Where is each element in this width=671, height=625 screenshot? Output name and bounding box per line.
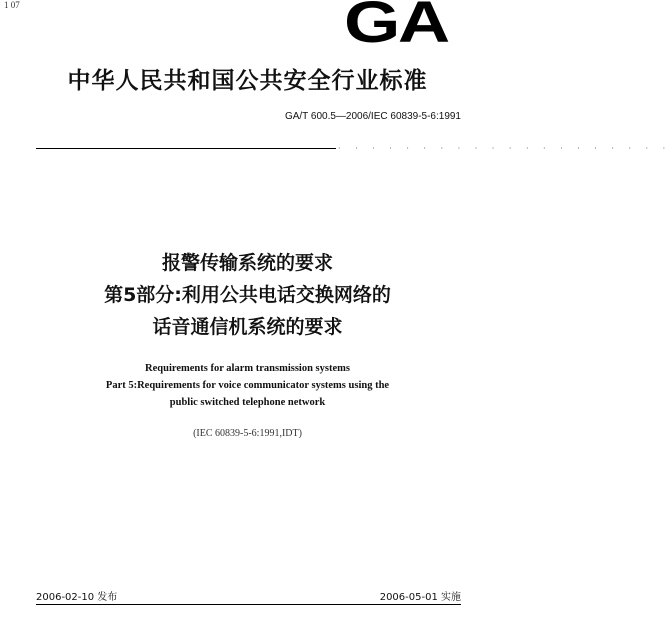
chinese-title-line-1: 报警传输系统的要求 — [161, 252, 333, 274]
english-title-line-3: public switched telephone network — [169, 397, 326, 408]
footer-divider — [36, 604, 461, 605]
implementation-date: 2006-05-01 实施 — [379, 592, 461, 603]
chinese-title-line-3: 话音通信机系统的要求 — [152, 316, 343, 338]
corner-code: 1 07 — [4, 0, 20, 10]
header-divider — [36, 148, 336, 149]
english-title-line-2: Part 5:Requirements for voice communicator systems using the — [105, 380, 390, 391]
chinese-title — [0, 247, 495, 343]
ga-logo: GA — [344, 0, 448, 55]
organization-title: 中华人民共和国公共安全行业标准 — [67, 68, 428, 94]
standard-number: GA/T 600.5—2006/IEC 60839-5-6:1991 — [284, 111, 461, 122]
english-title-line-1: Requirements for alarm transmission systems — [145, 363, 350, 374]
english-title — [0, 360, 495, 411]
iec-reference: (IEC 60839-5-6:1991,IDT) — [193, 428, 302, 439]
chinese-title-line-2: 第5部分:利用公共电话交换网络的 — [104, 284, 391, 306]
issue-date: 2006-02-10 发布 — [36, 592, 118, 603]
header-divider-dots: · · · · · · · · · · · · · · · · · · · · — [338, 144, 671, 153]
